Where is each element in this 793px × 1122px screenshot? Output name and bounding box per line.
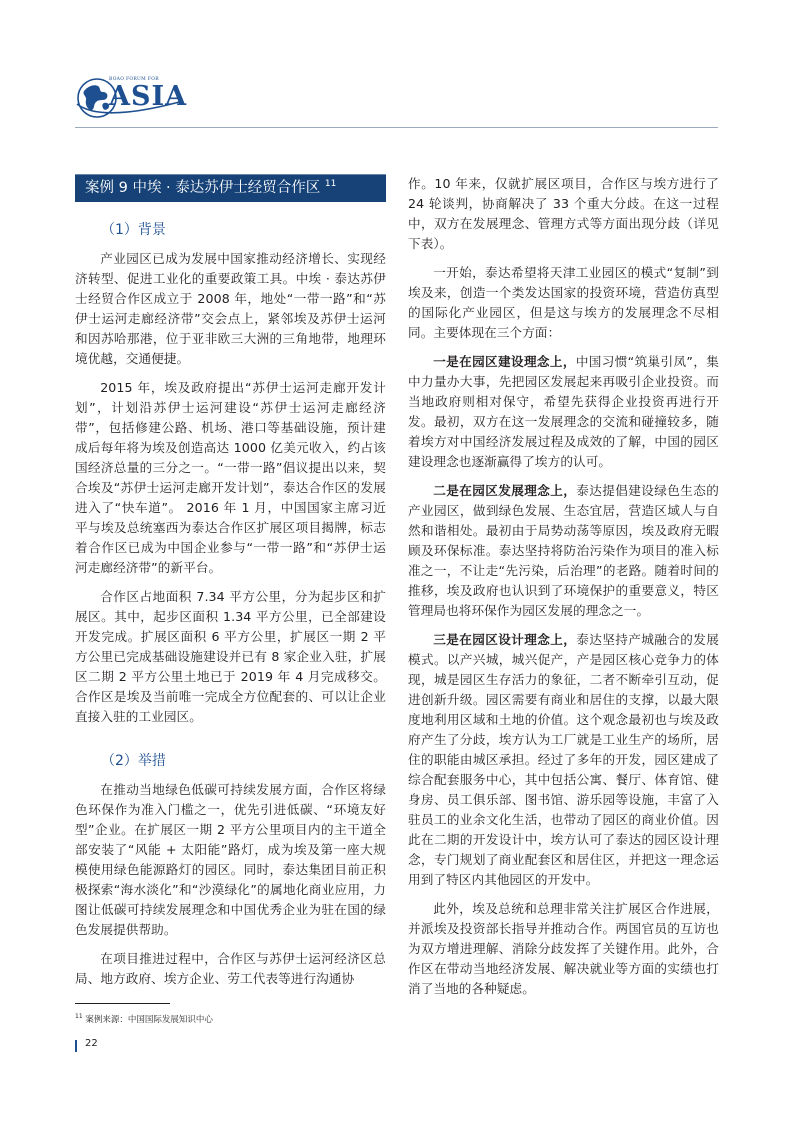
closing-paragraph: 此外，埃及总统和总理非常关注扩展区合作进展，并派埃及投资部长指导并推动合作。两国官员的互访也为双方增进理解、消除分歧发挥了关键作用。此外，合作区在带动当地经济发展、解决就业等方面的实绩也打消了当地的各种疑虑。 (408, 901, 719, 996)
background-paragraph-2: 2015 年，埃及政府提出“苏伊士运河走廊开发计划”，计划沿苏伊士运河建设“苏伊士运河走廊经济带”，包括修建公路、机场、港口等基础设施，预计建成后每年将为埃及创造高达 1000 亿美元收入，约占该国经济总量的三分之一。“一带一路”倡议提出以来，契合埃及“苏伊士运河走廊开发计划”，泰达合作区的发展进入了“快车道”。 2016 年 1 月，中国国家主席习近平与埃及总统塞西为泰达合作区扩展区项目揭牌，标志着合作区已成为中国企业参与“一带一路”和“苏伊士运河走廊经济带”的新平台。 (75, 380, 386, 575)
logo-small-text: BOAO FORUM FOR (109, 77, 159, 82)
right-column (408, 174, 719, 999)
case-title-footnote-ref: 11 (324, 179, 337, 189)
point-1-lead: 一是在园区建设理念上， (433, 354, 576, 369)
footnote-marker: 11 (75, 1013, 83, 1021)
measures-paragraph-2: 在项目推进过程中，合作区与苏伊士运河经济区总局、地方政府、埃方企业、劳工代表等进行沟通协 (75, 951, 386, 986)
point-3-lead: 三是在园区设计理念上， (433, 632, 577, 647)
background-heading: （1）背景 (101, 222, 166, 238)
footnote (75, 1013, 213, 1025)
point-2-lead: 二是在园区发展理念上， (433, 483, 577, 498)
measures-paragraph-1: 在推动当地绿色低碳可持续发展方面，合作区将绿色环保作为准入门槛之一，优先引进低碳、“环境友好型”企业。在扩展区一期 2 平方公里项目内的主干道全部安装了“风能 + 太阳能”路灯，成为埃及第一座大规模使用绿色能源路灯的园区。同时，泰达集团目前正积极探索“海水淡化”和“沙漠绿化”的属地化商业应用，力图让低碳可持续发展理念和中国优秀企业为驻在国的绿色发展提供帮助。 (75, 782, 386, 937)
point-3-text: 泰达坚持产城融合的发展模式。以产兴城，城兴促产，产是园区核心竞争力的体现，城是园区生存活力的象征，二者不断牵引互动，促进创新升级。园区需要有商业和居住的支撑，以最大限度地利用区域和土地的价值。这个观念最初也与埃及政府产生了分歧，埃方认为工厂就是工业生产的场所，居住的职能由城区承担。经过了多年的开发，园区建成了综合配套服务中心，其中包括公寓、餐厅、体育馆、健身房、员工俱乐部、图书馆、游乐园等设施，丰富了入驻员工的业余文化生活，也带动了园区的商业价值。因此在二期的开发设计中，埃方认可了泰达的园区设计理念，专门规划了商业配套区和居住区，并把这一理念运用到了特区内其他园区的开发中。 (408, 632, 719, 887)
point-1-paragraph (408, 352, 719, 472)
footnote-text: 案例来源：中国国际发展知识中心 (82, 1015, 213, 1025)
case-title: 案例 9 中埃 · 泰达苏伊士经贸合作区 (85, 180, 325, 196)
page-number: 22 (85, 1038, 98, 1049)
page-number-bar (75, 1040, 77, 1052)
continuation-paragraph: 作。10 年来，仅就扩展区项目，合作区与埃方进行了 24 轮谈判，协商解决了 33 个重大分歧。在这一过程中，双方在发展理念、管理方式等方面出现分歧（详见下表）。 (408, 176, 719, 251)
point-2-text: 泰达提倡建设绿色生态的产业园区，做到绿色发展、生态宜居，营造区域人与自然和谐相处。最初由于局势动荡等原因，埃及政府无暇顾及环保标准。泰达坚持将防治污染作为项目的准入标准之一，不让走“先污染，后治理”的老路。随着时间的推移，埃及政府也认识到了环境保护的重要意义，特区管理局也将环保作为园区发展的理念之一。 (408, 483, 719, 618)
point-2-paragraph (408, 481, 719, 621)
point-3-paragraph (408, 630, 719, 890)
point-1-text: 中国习惯“筑巢引凤”，集中力量办大事，先把园区发展起来再吸引企业投资。而当地政府则相对保守，希望先获得企业投资再进行开发。最初，双方在这一发展理念的交流和碰撞较多，随着埃方对中国经济发展过程及成效的了解，中国的园区建设理念也逐渐赢得了埃方的认可。 (408, 354, 719, 469)
background-paragraph-1: 产业园区已成为发展中国家推动经济增长、实现经济转型、促进工业化的重要政策工具。中埃 · 泰达苏伊士经贸合作区成立于 2008 年，地处“一带一路”和“苏伊士运河走廊经济带”交会点上，紧邻埃及苏伊士运河和因苏哈那港，位于亚非欧三大洲的三角地带，地理环境优越，交通便捷。 (75, 251, 386, 366)
left-column (75, 174, 386, 989)
measures-heading: （2）举措 (101, 753, 166, 769)
footnote-divider (75, 1003, 170, 1004)
logo-asia-text: ASIA (109, 81, 188, 112)
header-divider (75, 127, 718, 128)
case-title-bar (75, 174, 386, 202)
intro-paragraph: 一开始，泰达希望将天津工业园区的模式“复制”到埃及来，创造一个类发达国家的投资环境，营造仿真型的国际化产业园区，但是这与埃方的发展理念不尽相同。主要体现在三个方面： (408, 265, 719, 340)
logo-wordmark (109, 77, 187, 110)
background-paragraph-3: 合作区占地面积 7.34 平方公里，分为起步区和扩展区。其中，起步区面积 1.34 平方公里，已全部建设开发完成。扩展区面积 6 平方公里，扩展区一期 2 平方公里已完成基础设施建设并已有 8 家企业入驻，扩展区二期 2 平方公里土地已于 2019 年 4 月完成移交。合作区是埃及当前唯一完成全方位配套的、可以让企业直接入驻的工业园区。 (75, 589, 386, 724)
